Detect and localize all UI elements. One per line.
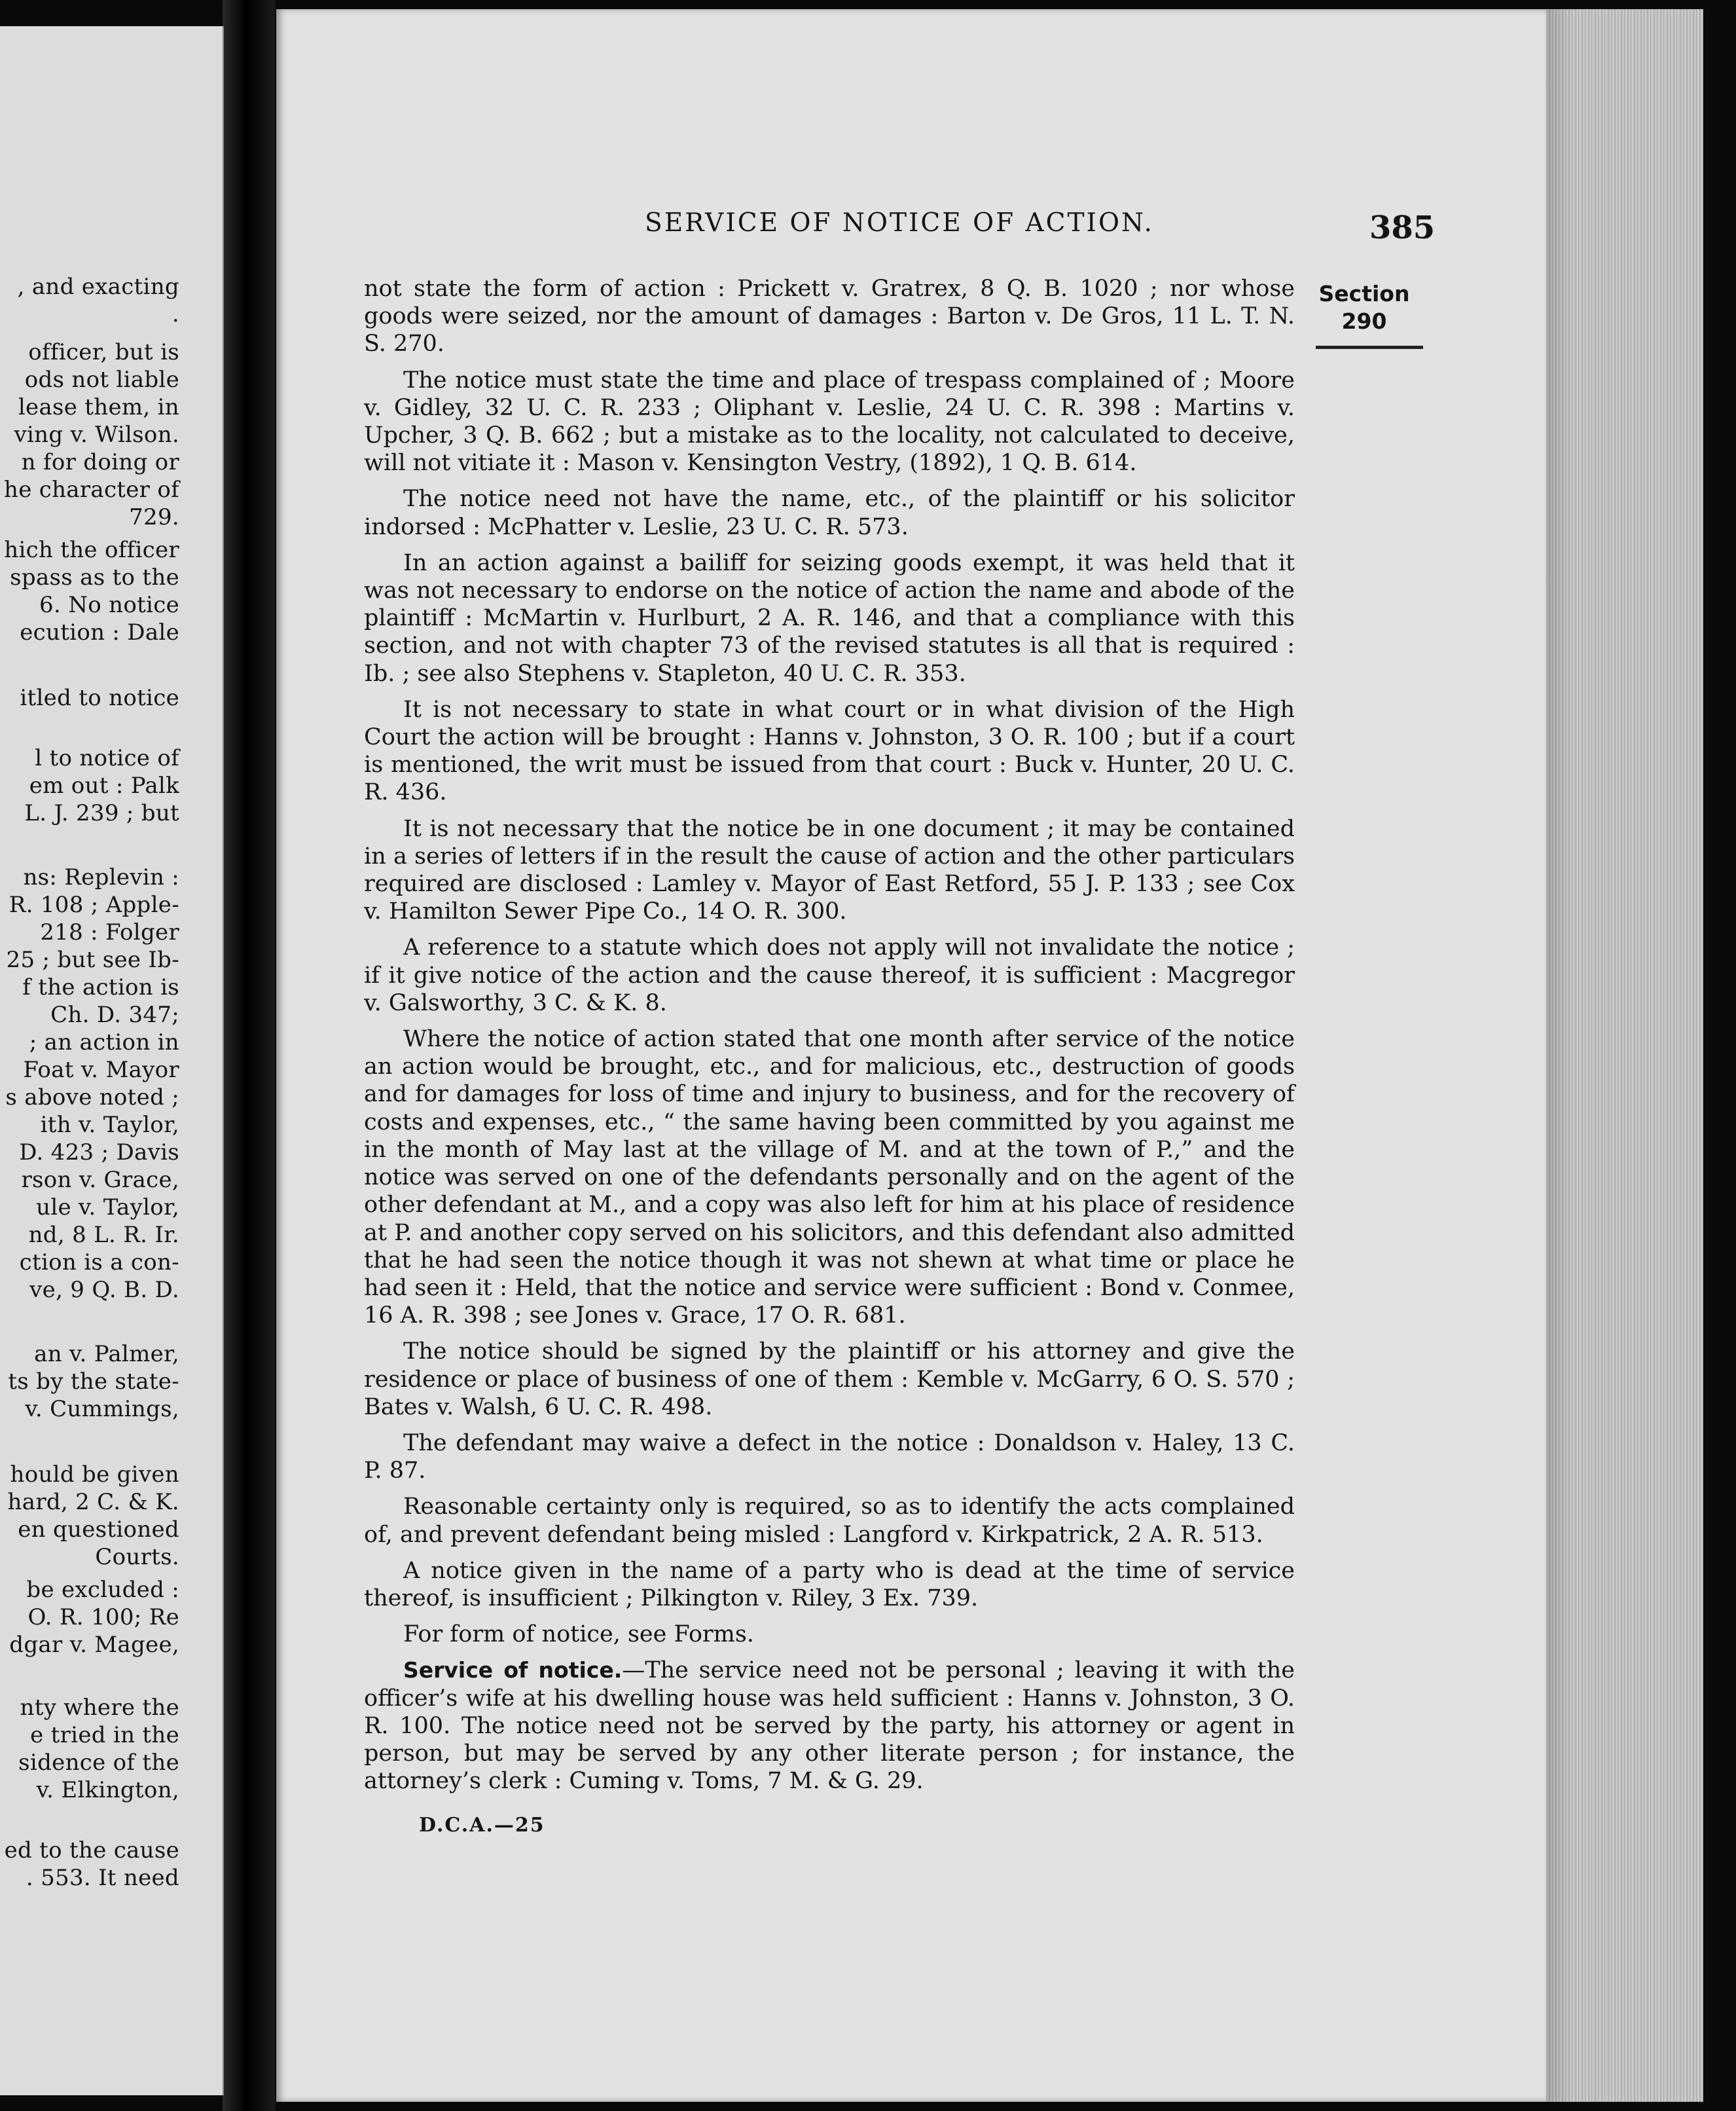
paragraph: A notice given in the name of a party who is dead at the time of service thereof, is insufficient ; Pilkington v. Riley, 3 Ex. 739. [364, 1557, 1295, 1611]
left-page-line: Courts. [95, 1544, 179, 1570]
left-page-line: lease them, in [18, 394, 179, 420]
signature-mark: D.C.A.—25 [419, 1814, 545, 1837]
left-page-line: spass as to the [10, 564, 179, 591]
page-edges-shadow [1546, 9, 1572, 2102]
paragraph: It is not necessary that the notice be in one document ; it may be contained in a series of letters if in the result the cause of action and the other particulars required are disclosed : Lamley v. Mayor of East Retford, 55 J. P. 133 ; see Cox v. Hamilton Sewer Pipe Co., 14 O. R. 300. [364, 815, 1295, 925]
left-page-line: 25 ; but see Ib- [6, 947, 179, 973]
left-page-line: D. 423 ; Davis [19, 1139, 179, 1166]
left-page-line: ve, 9 Q. B. D. [29, 1277, 179, 1303]
left-page-line: en questioned [18, 1516, 179, 1543]
page-number: 385 [1369, 210, 1436, 246]
left-facing-page [0, 26, 224, 2095]
margin-rule [1316, 346, 1423, 349]
service-paragraph [364, 1657, 1295, 1795]
left-page-line: ving v. Wilson. [14, 422, 179, 448]
left-page-line: s above noted ; [5, 1084, 179, 1111]
left-page-line: ed to the cause [4, 1837, 179, 1863]
section-margin-note [1308, 280, 1420, 335]
paragraph: The notice must state the time and place of trespass complained of ; Moore v. Gidley, 32 U. C. R. 233 ; Oliphant v. Leslie, 24 U. C. R. 398 : Martins v. Upcher, 3 Q. B. 662 ; but a mistake as to the locality, not calculated to deceive, will not vitiate it : Mason v. Kensington Vestry, (1892), 1 Q. B. 614. [364, 367, 1295, 477]
left-page-line: O. R. 100; Re [27, 1604, 179, 1630]
left-page-line: l to notice of [35, 745, 179, 771]
paragraph: The defendant may waive a defect in the notice : Donaldson v. Haley, 13 C. P. 87. [364, 1429, 1295, 1484]
service-text: —The service need not be personal ; leaving it with the officer’s wife at his dwelling house was held sufficient : Hanns v. Johnston, 3 O. R. 100. The notice need not be served by the party, his attorney or agent in person, but may be served by any other literate person ; for instance, the attorney’s clerk : Cuming v. Toms, 7 M. & G. 29. [364, 1657, 1295, 1795]
left-page-line: ith v. Taylor, [40, 1112, 179, 1138]
paragraph: The notice should be signed by the plaintiff or his attorney and give the residence or place of business of one of them : Kemble v. McGarry, 6 O. S. 570 ; Bates v. Walsh, 6 U. C. R. 498. [364, 1338, 1295, 1420]
left-page-line: nd, 8 L. R. Ir. [28, 1222, 179, 1248]
book-gutter [223, 0, 275, 2111]
left-page-line: ns: Replevin : [23, 864, 179, 890]
left-page-line: ods not liable [24, 367, 179, 393]
left-page-line: officer, but is [28, 339, 179, 365]
left-page-line: itled to notice [20, 685, 179, 711]
left-page-line: , and exacting [17, 274, 179, 300]
left-page-line: . [172, 301, 179, 327]
left-page-line: . 553. It need [26, 1865, 179, 1891]
left-page-line: e tried in the [30, 1722, 179, 1748]
left-page-line: ction is a con- [19, 1249, 179, 1276]
left-page-line: v. Cummings, [25, 1396, 179, 1422]
margin-note-label: Section [1318, 281, 1410, 306]
left-page-line: em out : Palk [29, 773, 179, 799]
paragraph: The notice need not have the name, etc., of the plaintiff or his solicitor indorsed : McPhatter v. Leslie, 23 U. C. R. 573. [364, 486, 1295, 540]
left-page-line: hould be given [10, 1461, 179, 1488]
left-page-line: hich the officer [4, 537, 179, 563]
left-page-line: be excluded : [26, 1577, 179, 1603]
left-page-line: nty where the [20, 1695, 179, 1721]
left-page-line: 729. [129, 504, 179, 530]
left-page-line: 6. No notice [39, 592, 179, 618]
paragraph: A reference to a statute which does not apply will not invalidate the notice ; if it give notice of the action and the cause thereof, it is sufficient : Macgregor v. Galsworthy, 3 C. & K. 8. [364, 934, 1295, 1016]
left-page-line: n for doing or [21, 449, 179, 475]
left-page-line: Foat v. Mayor [23, 1057, 179, 1083]
left-page-line: dgar v. Magee, [9, 1632, 179, 1658]
left-page-line: ; an action in [29, 1029, 179, 1056]
left-page-line: an v. Palmer, [34, 1341, 179, 1367]
left-page-line: R. 108 ; Apple- [9, 892, 179, 918]
left-page-line: 218 : Folger [40, 919, 179, 945]
left-page-line: sidence of the [18, 1750, 179, 1776]
left-page-line: he character of [4, 477, 179, 503]
running-head: SERVICE OF NOTICE OF ACTION. [645, 208, 1154, 238]
left-page-line: hard, 2 C. & K. [7, 1489, 179, 1515]
paragraph: For form of notice, see Forms. [403, 1621, 754, 1648]
paragraph: In an action against a bailiff for seizing goods exempt, it was held that it was not necessary to endorse on the notice of action the name and abode of the plaintiff : McMartin v. Hurlburt, 2 A. R. 146, and that a compliance with this section, and not with chapter 73 of the revised statutes is all that is required : Ib. ; see also Stephens v. Stapleton, 40 U. C. R. 353. [364, 549, 1295, 687]
service-heading: Service of notice. [403, 1657, 623, 1683]
paragraph: Where the notice of action stated that one month after service of the notice an action would be brought, etc., and for malicious, etc., destruction of goods and for damages for loss of time and injury to business, and for the recovery of costs and expenses, etc., “ the same having been committed by you against me in the month of May last at the village of M. and at the town of P.,” and the notice was served on one of the defendants personally and on the agent of the other defendant at M., and a copy was also left for him at his place of residence at P. and another copy served on his solicitors, and this defendant also admitted that he had seen the notice though it was not shewn at what time or place he had seen it : Held, that the notice and service were sufficient : Bond v. Conmee, 16 A. R. 398 ; see Jones v. Grace, 17 O. R. 681. [364, 1026, 1295, 1329]
left-page-line: v. Elkington, [36, 1777, 179, 1803]
paragraph: It is not necessary to state in what court or in what division of the High Court the action will be brought : Hanns v. Johnston, 3 O. R. 100 ; but if a court is mentioned, the writ must be issued from that court : Buck v. Hunter, 20 U. C. R. 436. [364, 696, 1295, 806]
paragraph: not state the form of action : Prickett v. Gratrex, 8 Q. B. 1020 ; nor whose goods were seized, nor the amount of damages : Barton v. De Gros, 11 L. T. N. S. 270. [364, 276, 1295, 358]
left-page-line: ule v. Taylor, [36, 1194, 179, 1221]
left-page-line: Ch. D. 347; [50, 1002, 179, 1028]
paragraph: Reasonable certainty only is required, so as to identify the acts complained of, and prevent defendant being misled : Langford v. Kirkpatrick, 2 A. R. 513. [364, 1494, 1295, 1548]
left-page-line: rson v. Grace, [21, 1167, 179, 1193]
left-page-line: L. J. 239 ; but [24, 800, 179, 826]
left-page-line: ecution : Dale [20, 619, 179, 646]
body-text [364, 275, 1295, 1803]
left-page-line: ts by the state- [8, 1368, 179, 1395]
margin-note-number: 290 [1341, 308, 1387, 334]
left-page-line: f the action is [22, 974, 179, 1000]
